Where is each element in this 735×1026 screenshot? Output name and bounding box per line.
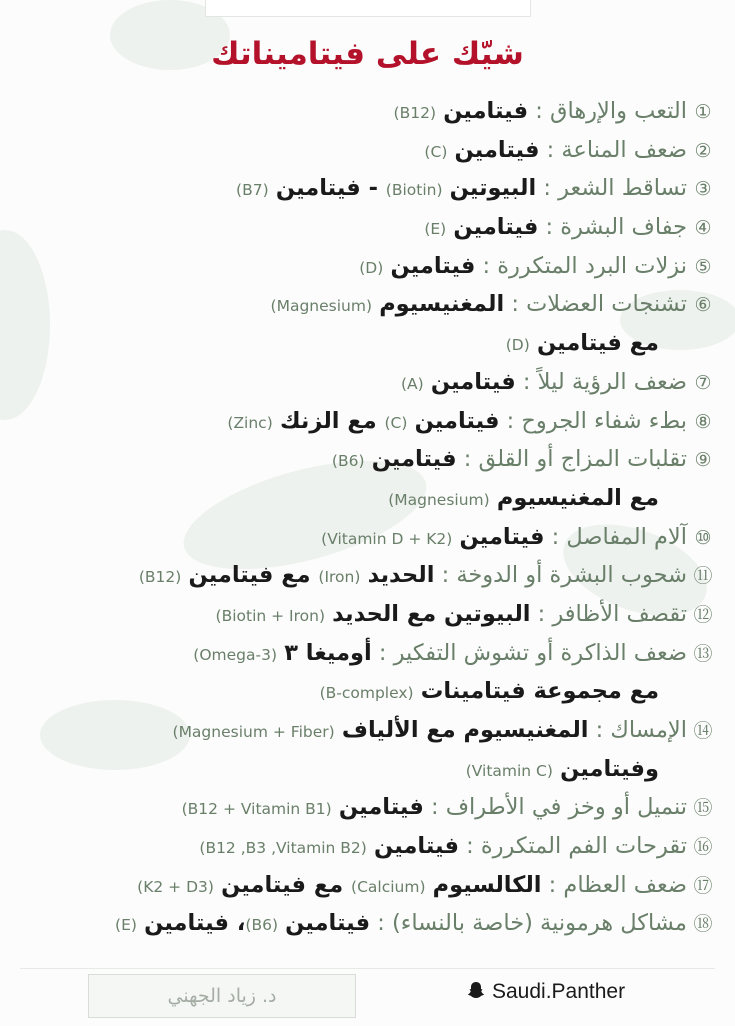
remedy-english: (B12)	[393, 104, 437, 122]
remedy-english: (D)	[505, 336, 530, 355]
item-number: ①	[694, 101, 712, 123]
symptom-label: آلام المفاصل	[566, 523, 687, 550]
item-number: ⑧	[694, 410, 712, 433]
remedy-english: (Biotin)	[385, 181, 443, 200]
symptom-label: ضعف الذاكرة أو تشوش التفكير	[393, 639, 687, 666]
list-item	[15, 131, 715, 170]
item-number: ⑤	[694, 255, 712, 278]
remedy-label: وفيتامين	[560, 755, 659, 782]
list-item-continuation	[15, 750, 715, 789]
remedy-english: (B-complex)	[319, 684, 414, 703]
remedy-label: المغنيسيوم مع الألياف	[341, 717, 589, 743]
remedy-english: (K2 + D3)	[137, 877, 214, 896]
list-item	[15, 363, 715, 402]
list-item	[15, 634, 715, 673]
symptom-label: التعب والإرهاق	[550, 98, 687, 124]
remedy-label: البيوتين مع الحديد	[332, 600, 531, 627]
symptom-label: مشاكل هرمونية (خاصة بالنساء)	[391, 910, 687, 937]
remedy-english: (Calcium)	[351, 877, 426, 896]
list-item	[15, 788, 715, 827]
remedy-label: فيتامين	[371, 446, 457, 473]
social-handle	[466, 976, 625, 1008]
symptom-label: تساقط الشعر	[558, 175, 687, 202]
list-item	[15, 711, 715, 750]
separator: :	[456, 446, 479, 473]
handle-text: Saudi.Panther	[492, 980, 626, 1003]
separator: :	[541, 871, 564, 898]
remedy-english: (E)	[115, 916, 137, 935]
page-title: شيّك على فيتاميناتك	[211, 36, 524, 72]
remedy-label: فيتامين	[374, 833, 459, 860]
author-signature: د. زياد الجهني	[167, 985, 277, 1007]
item-number: ⑫	[693, 603, 713, 626]
separator: :	[588, 717, 611, 743]
remedy-english: (C)	[424, 142, 448, 161]
remedy-label: الحديد	[367, 562, 435, 589]
snapchat-ghost-icon	[466, 980, 486, 1004]
symptom-label: الإمساك	[610, 717, 687, 743]
item-number: ⑥	[694, 294, 712, 317]
symptom-label: ضعف العظام	[563, 871, 687, 898]
symptom-label: تقرحات الفم المتكررة	[480, 833, 687, 860]
separator: :	[515, 368, 538, 395]
list-item	[15, 595, 715, 634]
remedy-english: (Biotin + Iron)	[215, 606, 326, 625]
separator: :	[536, 175, 559, 202]
list-item	[15, 402, 715, 441]
symptom-label: شحوب البشرة أو الدوخة	[456, 562, 687, 589]
list-item	[15, 285, 715, 324]
remedy-english: (C)	[384, 413, 408, 432]
remedy-english: (Vitamin C)	[465, 761, 553, 780]
symptom-label: ضعف المناعة	[561, 136, 687, 163]
remedy-english: (Magnesium)	[270, 297, 373, 316]
list-item	[15, 866, 715, 905]
remedy-english: (B12)	[138, 568, 182, 587]
separator: :	[458, 833, 481, 860]
remedy-english: (D)	[359, 258, 384, 277]
list-item	[15, 247, 715, 286]
remedy-label: فيتامين	[454, 136, 540, 163]
remedy-label: مع فيتامين	[536, 330, 659, 357]
remedy-label: فيتامين	[453, 214, 539, 241]
item-number: ⑮	[693, 797, 713, 820]
remedy-label: مع مجموعة فيتامينات	[420, 678, 659, 705]
list-item	[15, 827, 715, 866]
remedy-english: (B12 + Vitamin B1)	[181, 800, 332, 819]
remedy-english: (Zinc)	[227, 413, 273, 432]
separator: :	[504, 291, 527, 318]
list-item	[15, 208, 715, 247]
remedy-label: مع المغنيسيوم	[496, 484, 659, 511]
remedy-label: فيتامين	[414, 407, 500, 434]
separator: :	[475, 252, 498, 279]
remedy-english: (A)	[400, 374, 424, 393]
separator: :	[370, 910, 392, 937]
list-item-continuation	[15, 324, 715, 363]
remedy-english: (B6)	[331, 452, 365, 471]
item-number: ⑭	[693, 720, 713, 742]
item-number: ⑨	[694, 449, 712, 472]
item-number: ④	[694, 217, 712, 240]
remedy-english: (Magnesium)	[388, 490, 490, 509]
remedy-label: فيتامين	[430, 368, 516, 395]
remedy-label: مع الزنك	[279, 407, 385, 434]
list-item	[15, 556, 715, 595]
remedy-english: (3-Omega)	[193, 645, 278, 664]
remedy-label: مع فيتامين	[221, 871, 351, 898]
separator: :	[539, 136, 562, 163]
list-item	[15, 904, 715, 943]
item-number: ⑪	[693, 565, 713, 588]
list-item	[15, 92, 715, 131]
remedy-english: (B6)	[245, 916, 278, 935]
remedy-label: فيتامين	[443, 98, 529, 124]
remedy-label: الكالسيوم	[432, 871, 542, 898]
list-item	[15, 440, 715, 479]
remedy-label: ، فيتامين	[144, 910, 246, 937]
symptom-label: جفاف البشرة	[560, 214, 687, 241]
symptom-label: تقلبات المزاج أو القلق	[478, 446, 687, 473]
remedy-label: فيتامين	[390, 252, 476, 279]
item-number: ⑰	[693, 874, 713, 897]
item-number: ②	[694, 139, 712, 162]
list-item-continuation	[15, 479, 715, 518]
remedy-english: (Magnesium + Fiber)	[172, 723, 335, 741]
item-number: ③	[694, 178, 712, 201]
item-number: ⑱	[693, 913, 713, 936]
remedy-label: أوميغا ٣	[284, 639, 372, 666]
vitamin-list	[15, 92, 715, 943]
footer-divider	[20, 968, 715, 969]
item-number: ⑬	[693, 642, 713, 665]
separator: :	[530, 600, 553, 627]
symptom-label: تشنجات العضلات	[526, 291, 687, 318]
author-signature-box	[88, 974, 356, 1018]
symptom-label: نزلات البرد المتكررة	[497, 252, 687, 279]
separator: :	[544, 523, 567, 550]
remedy-english: (B12 ,B3 ,Vitamin B2)	[199, 839, 367, 858]
list-item	[15, 518, 715, 557]
separator: :	[371, 639, 394, 666]
top-panel-edge	[205, 0, 531, 17]
separator: :	[528, 98, 550, 124]
separator: :	[423, 794, 446, 821]
remedy-label: فيتامين	[459, 523, 545, 550]
remedy-label: فيتامين	[285, 910, 371, 937]
separator: :	[499, 407, 522, 434]
remedy-english: (Iron)	[318, 568, 361, 587]
remedy-english: (B7)	[236, 181, 269, 200]
separator: :	[434, 562, 457, 589]
item-number: ⑦	[694, 371, 712, 394]
list-item	[15, 169, 715, 208]
symptom-label: ضعف الرؤية ليلاً	[537, 368, 687, 395]
remedy-english: (Vitamin D + K2)	[321, 529, 453, 548]
separator: :	[538, 214, 561, 241]
remedy-label: المغنيسيوم	[379, 291, 505, 318]
symptom-label: تقصف الأظافر	[552, 600, 687, 627]
list-item-continuation	[15, 672, 715, 711]
remedy-label: - فيتامين	[275, 175, 386, 202]
symptom-label: بطء شفاء الجروح	[521, 407, 687, 434]
remedy-label: البيوتين	[449, 175, 537, 202]
item-number: ⑯	[693, 836, 713, 859]
symptom-label: تنميل أو وخز في الأطراف	[445, 794, 687, 821]
remedy-label: مع فيتامين	[188, 562, 319, 589]
remedy-label: فيتامين	[338, 794, 424, 821]
remedy-english: (E)	[424, 220, 447, 239]
item-number: ⑩	[694, 526, 712, 549]
